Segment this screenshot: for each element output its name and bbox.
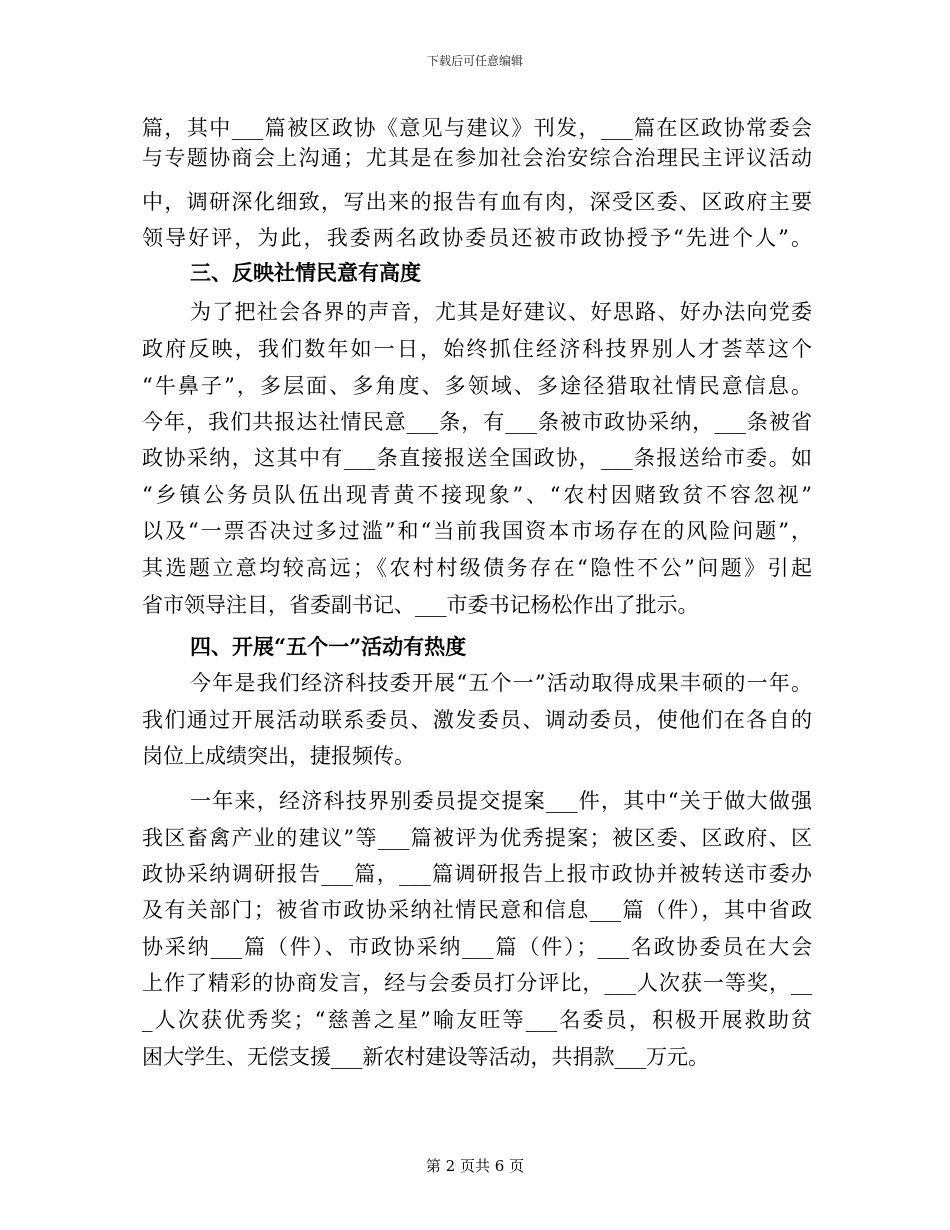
paragraph-line: 一年来，经济科技界别委员提交提案___件，其中“关于做大做强 [190,789,812,813]
paragraph-line: 政协采纳调研报告___篇，___篇调研报告上报市政协并被转送市委办 [142,862,812,886]
paragraph-line: 省市领导注目，省委副书记、___市委书记杨松作出了批示。 [142,593,699,617]
section-heading: 四、开展“五个一”活动有热度 [190,634,467,659]
paragraph-line: 其选题立意均较高远；《农村村级债务存在“隐性不公”问题》引起 [142,556,812,580]
section-heading: 三、反映社情民意有高度 [190,260,421,285]
paragraph-line: 岗位上成绩突出，捷报频传。 [142,744,415,768]
paragraph-line: “牛鼻子”，多层面、多角度、多领域、多途径猎取社情民意信息。 [142,374,812,398]
paragraph-line: 政府反映，我们数年如一日，始终抓住经济科技界别人才荟萃这个 [142,337,812,361]
paragraph-line: 中，调研深化细致，写出来的报告有血有肉，深受区委、区政府主要 [142,190,812,214]
paragraph-line: 为了把社会各界的声音，尤其是好建议、好思路、好办法向党委 [190,300,812,324]
paragraph-line: 今年是我们经济科技委开展“五个一”活动取得成果丰硕的一年。 [190,671,812,695]
page-header: 下载后可任意编辑 [426,54,523,68]
paragraph-line: 我们通过开展活动联系委员、激发委员、调动委员，使他们在各自的 [142,708,812,732]
paragraph-line: 我区畜禽产业的建议”等___篇被评为优秀提案；被区委、区政府、区 [142,826,812,850]
page-number: 第 2 页共 6 页 [425,1157,525,1175]
paragraph-line: 政协采纳，这其中有___条直接报送全国政协，___条报送给市委。如 [142,446,812,470]
paragraph-line: 今年，我们共报达社情民意___条，有___条被市政协采纳，___条被省 [142,410,812,434]
paragraph-line: 领导好评，为此，我委两名政协委员还被市政协授予“先进个人”。 [142,226,812,250]
paragraph-line: 协采纳___篇（件）、市政协采纳___篇（件）；___名政协委员在大会 [142,935,812,959]
paragraph-line: 上作了精彩的协商发言，经与会委员打分评比，___人次获一等奖，__ [142,971,812,995]
paragraph-line: 篇，其中___篇被区政协《意见与建议》刊发，___篇在区政协常委会 [142,116,812,140]
paragraph-line: _人次获优秀奖；“慈善之星”喻友旺等___名委员，积极开展救助贫 [142,1008,812,1032]
paragraph-line: 及有关部门；被省市政协采纳社情民意和信息___篇（件），其中省政 [142,898,812,922]
paragraph-line: 与专题协商会上沟通；尤其是在参加社会治安综合治理民主评议活动 [142,146,812,170]
paragraph-line: “乡镇公务员队伍出现青黄不接现象”、“农村因赌致贫不容忽视” [142,483,812,507]
paragraph-line: 困大学生、无偿支援___新农村建设等活动，共捐款___万元。 [142,1045,709,1069]
paragraph-line: 以及“一票否决过多过滥”和“当前我国资本市场存在的风险问题”， [142,519,812,543]
